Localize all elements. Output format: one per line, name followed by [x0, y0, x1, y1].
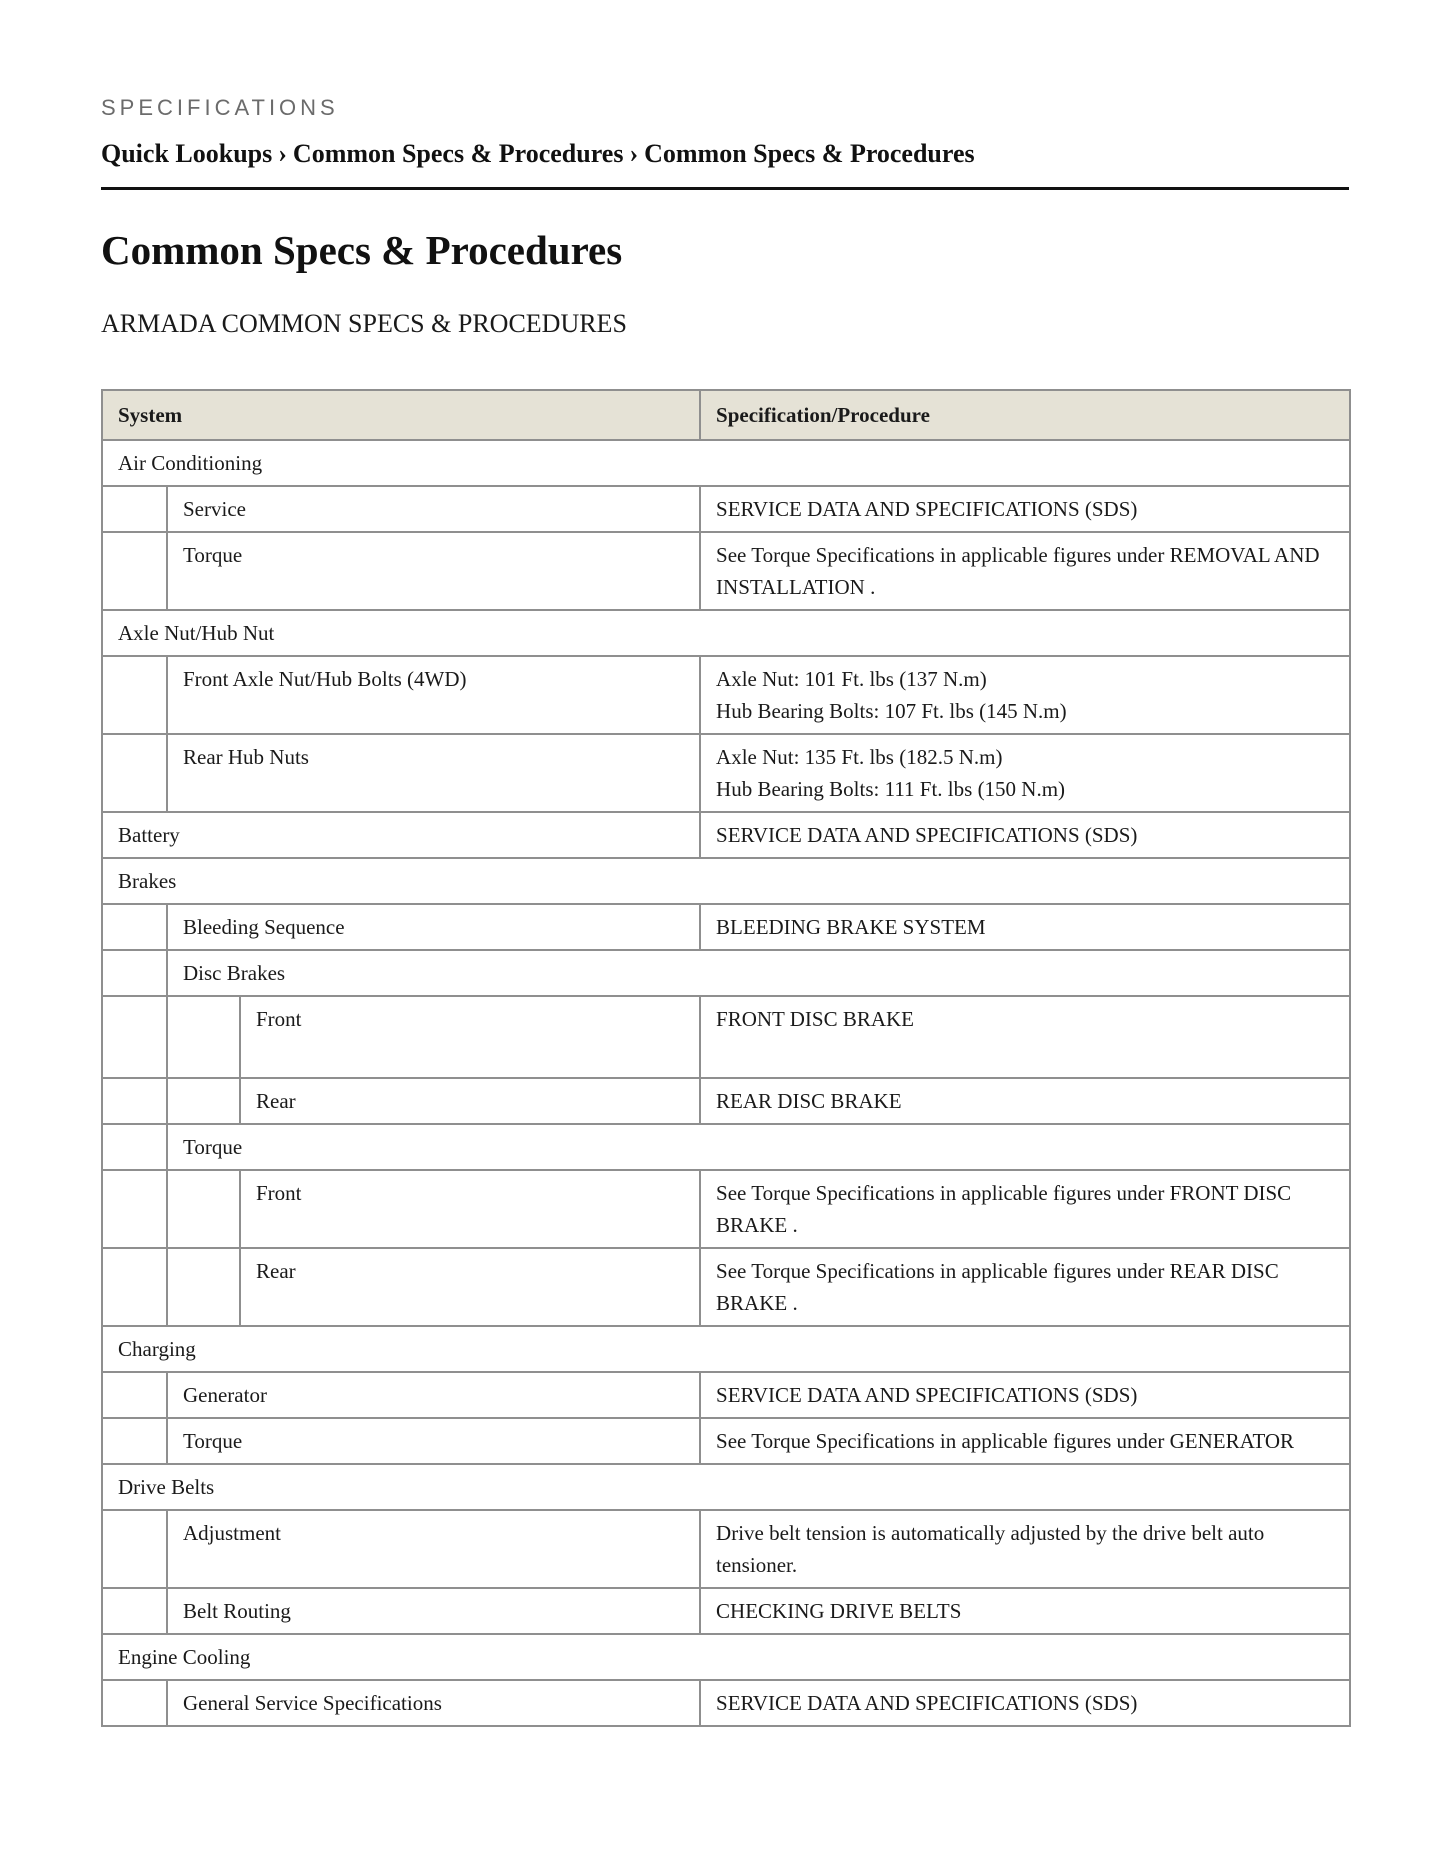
specification-cell	[700, 1680, 1350, 1726]
table-row	[102, 1418, 1350, 1464]
specification-cell	[700, 656, 1350, 734]
specification-text: SERVICE DATA AND SPECIFICATIONS (SDS)	[716, 1691, 1138, 1715]
specification-text: Hub Bearing Bolts: 107 Ft. lbs (145 N.m)	[716, 699, 1067, 723]
indent-cell	[167, 1170, 240, 1248]
system-cell: Torque	[167, 1124, 1350, 1170]
system-cell: Disc Brakes	[167, 950, 1350, 996]
page-subtitle: ARMADA COMMON SPECS & PROCEDURES	[101, 309, 627, 338]
specification-text: REAR DISC BRAKE	[716, 1089, 902, 1113]
breadcrumb	[101, 138, 975, 170]
indent-cell	[167, 996, 240, 1078]
table-row	[102, 1170, 1350, 1248]
specification-text: See Torque Specifications in applicable figures under GENERATOR	[716, 1429, 1295, 1453]
indent-cell	[102, 904, 167, 950]
indent-cell	[102, 1372, 167, 1418]
table-row	[102, 1124, 1350, 1170]
indent-cell	[102, 950, 167, 996]
indent-cell	[102, 1078, 167, 1124]
indent-cell	[102, 1588, 167, 1634]
breadcrumb-item-common-specs[interactable]: Common Specs & Procedures	[292, 139, 624, 168]
specification-cell	[700, 1078, 1350, 1124]
section-label: SPECIFICATIONS	[101, 95, 339, 120]
system-cell: Rear	[240, 1248, 700, 1326]
specification-text: See Torque Specifications in applicable figures under REMOVAL AND INSTALLATION .	[716, 543, 1320, 599]
specification-text: Axle Nut: 101 Ft. lbs (137 N.m)	[716, 667, 987, 691]
indent-cell	[102, 996, 167, 1078]
system-cell: Torque	[167, 532, 700, 610]
specification-text: Hub Bearing Bolts: 111 Ft. lbs (150 N.m)	[716, 777, 1066, 801]
table-row	[102, 734, 1350, 812]
page-title: Common Specs & Procedures	[101, 227, 623, 273]
table-row	[102, 1078, 1350, 1124]
specs-table-body	[102, 440, 1350, 1726]
system-cell: Torque	[167, 1418, 700, 1464]
specification-cell	[700, 812, 1350, 858]
breadcrumb-separator: ›	[629, 139, 639, 168]
system-cell: Front	[240, 996, 700, 1078]
specification-cell	[700, 904, 1350, 950]
system-cell: Generator	[167, 1372, 700, 1418]
table-row	[102, 440, 1350, 486]
specification-text: See Torque Specifications in applicable figures under REAR DISC BRAKE .	[716, 1259, 1279, 1315]
indent-cell	[102, 532, 167, 610]
table-header-row	[102, 390, 1350, 440]
indent-cell	[102, 1248, 167, 1326]
specification-cell	[700, 486, 1350, 532]
specification-text: CHECKING DRIVE BELTS	[716, 1599, 962, 1623]
table-row	[102, 1326, 1350, 1372]
specification-cell	[700, 1372, 1350, 1418]
table-row	[102, 1248, 1350, 1326]
column-header-system: System	[102, 390, 700, 440]
indent-cell	[102, 1418, 167, 1464]
system-cell: Bleeding Sequence	[167, 904, 700, 950]
indent-cell	[167, 1078, 240, 1124]
specification-cell	[700, 1510, 1350, 1588]
specification-cell	[700, 1418, 1350, 1464]
table-row	[102, 1510, 1350, 1588]
system-cell: Drive Belts	[102, 1464, 1350, 1510]
specification-text: FRONT DISC BRAKE	[716, 1007, 915, 1031]
table-row	[102, 656, 1350, 734]
indent-cell	[167, 1248, 240, 1326]
breadcrumb-item-current: Common Specs & Procedures	[644, 139, 975, 168]
table-row	[102, 858, 1350, 904]
system-cell: Charging	[102, 1326, 1350, 1372]
table-row	[102, 1372, 1350, 1418]
system-cell: Front	[240, 1170, 700, 1248]
table-row	[102, 1680, 1350, 1726]
specification-cell	[700, 1248, 1350, 1326]
table-row	[102, 812, 1350, 858]
specification-text: SERVICE DATA AND SPECIFICATIONS (SDS)	[716, 1383, 1138, 1407]
specification-text: Drive belt tension is automatically adjusted by the drive belt auto tensioner.	[716, 1521, 1265, 1577]
table-row	[102, 1464, 1350, 1510]
system-cell: Engine Cooling	[102, 1634, 1350, 1680]
system-cell: Service	[167, 486, 700, 532]
system-cell: General Service Specifications	[167, 1680, 700, 1726]
table-row	[102, 950, 1350, 996]
system-cell: Battery	[102, 812, 700, 858]
system-cell: Rear Hub Nuts	[167, 734, 700, 812]
system-cell: Front Axle Nut/Hub Bolts (4WD)	[167, 656, 700, 734]
system-cell: Brakes	[102, 858, 1350, 904]
system-cell: Adjustment	[167, 1510, 700, 1588]
specification-text: BLEEDING BRAKE SYSTEM	[716, 915, 986, 939]
specification-text: SERVICE DATA AND SPECIFICATIONS (SDS)	[716, 823, 1138, 847]
table-row	[102, 904, 1350, 950]
breadcrumb-separator: ›	[278, 139, 287, 168]
table-row	[102, 486, 1350, 532]
specification-cell	[700, 1588, 1350, 1634]
system-cell: Rear	[240, 1078, 700, 1124]
table-row	[102, 1588, 1350, 1634]
specification-cell	[700, 1170, 1350, 1248]
specification-text: Axle Nut: 135 Ft. lbs (182.5 N.m)	[716, 745, 1003, 769]
column-header-specification: Specification/Procedure	[700, 390, 1350, 440]
specification-cell	[700, 734, 1350, 812]
specification-text: See Torque Specifications in applicable figures under FRONT DISC BRAKE .	[716, 1181, 1292, 1237]
specification-text: SERVICE DATA AND SPECIFICATIONS (SDS)	[716, 497, 1138, 521]
specification-cell	[700, 996, 1350, 1078]
system-cell: Air Conditioning	[102, 440, 1350, 486]
table-row	[102, 532, 1350, 610]
system-cell: Axle Nut/Hub Nut	[102, 610, 1350, 656]
indent-cell	[102, 734, 167, 812]
indent-cell	[102, 1680, 167, 1726]
indent-cell	[102, 1170, 167, 1248]
specs-table	[101, 389, 1351, 1727]
header-divider	[101, 187, 1349, 190]
table-row	[102, 610, 1350, 656]
indent-cell	[102, 656, 167, 734]
indent-cell	[102, 1124, 167, 1170]
indent-cell	[102, 486, 167, 532]
breadcrumb-item-quick-lookups[interactable]: Quick Lookups	[101, 139, 273, 168]
specification-cell	[700, 532, 1350, 610]
system-cell: Belt Routing	[167, 1588, 700, 1634]
table-row	[102, 1634, 1350, 1680]
indent-cell	[102, 1510, 167, 1588]
table-row	[102, 996, 1350, 1078]
